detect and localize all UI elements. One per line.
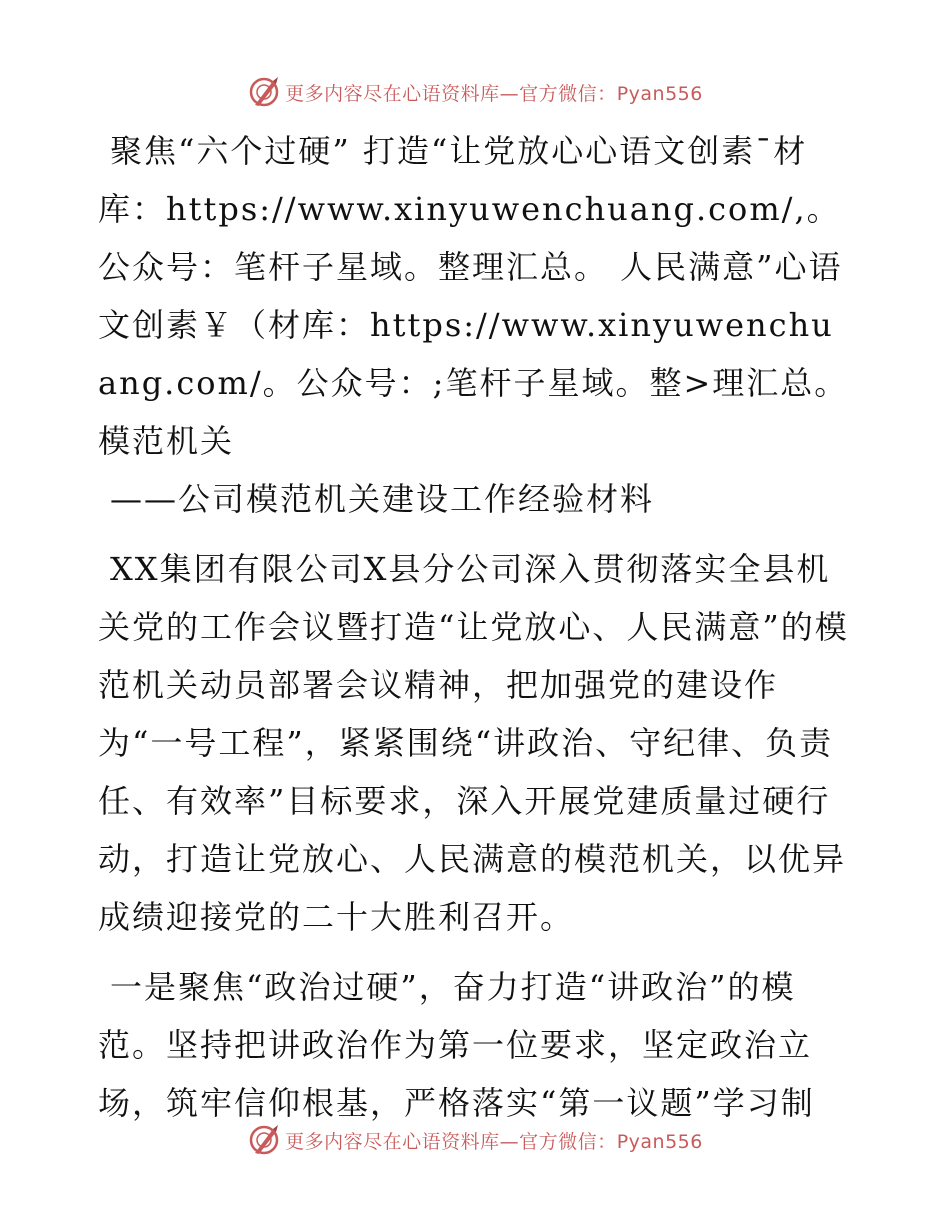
- footer-banner: [0, 1120, 950, 1160]
- body-paragraph-1: XX集团有限公司X县分公司深入贯彻落实全县机关党的工作会议暨打造“让党放心、人民满意”的模范机关动员部署会议精神，把加强党的建设作为“一号工程”，紧紧围绕“讲政治、守纪律、负责任、有效率”目标要求，深入开展党建质量过硬行动，打造让党放心、人民满意的模范机关，以优异成绩迎接党的二十大胜利召开。: [98, 550, 849, 936]
- banner-main-text: 更多内容尽在心语资料库: [285, 82, 500, 105]
- document-body: [98, 122, 850, 1132]
- quill-seal-icon: [247, 1123, 281, 1157]
- banner-main-text: 更多内容尽在心语资料库: [285, 1130, 500, 1153]
- banner-separator: —: [499, 82, 520, 105]
- banner-wechat-id: Pyan556: [616, 1130, 703, 1153]
- banner-wechat-label: 官方微信：: [519, 82, 617, 105]
- banner-wechat-label: 官方微信：: [519, 1130, 617, 1153]
- banner-wechat-id: Pyan556: [616, 82, 703, 105]
- header-banner: [0, 72, 950, 112]
- document-title-paragraph: 聚焦“六个过硬” 打造“让党放心心语文创素¯材库：https://www.xinyuwenchuang.com/,。公众号：笔杆子星域。整理汇总。 人民满意”心语文创素￥（材库：https://www.xinyuwenchuang.com/。公众号：;笔杆子星域。整>理汇总。模范机关: [98, 132, 849, 460]
- body-paragraph-2: 一是聚焦“政治过硬”，奋力打造“讲政治”的模范。坚持把讲政治作为第一位要求，坚定政治立场，筑牢信仰根基，严格落实“第一议题”学习制: [98, 968, 815, 1122]
- document-subtitle: ——公司模范机关建设工作经验材料: [110, 480, 655, 518]
- quill-seal-icon: [247, 75, 281, 109]
- banner-separator: —: [499, 1130, 520, 1153]
